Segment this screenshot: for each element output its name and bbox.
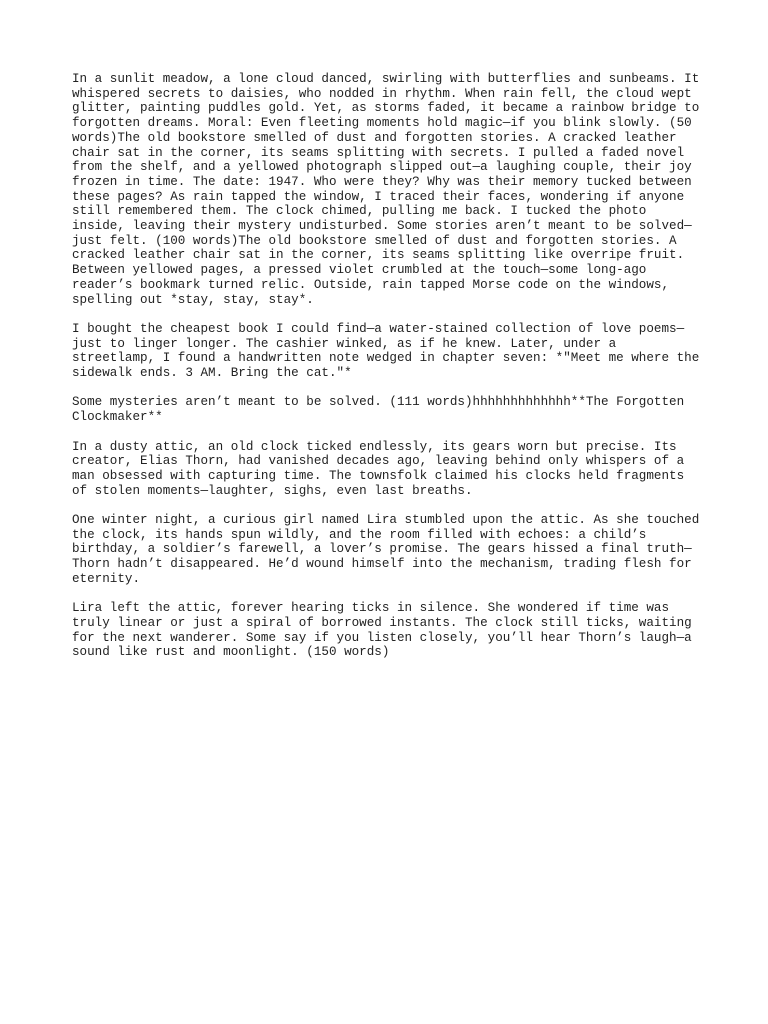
- paragraph-mysteries-heading: Some mysteries aren’t meant to be solved. (111 words)hhhhhhhhhhhhh**The Forgotten Clockmaker**: [72, 395, 685, 425]
- paragraph-dusty-attic: In a dusty attic, an old clock ticked endlessly, its gears worn but precise. Its creator, Elias Thorn, had vanished decades ago, leaving behind only whispers of a man obsessed with capturing time. The townsfolk claimed his clocks held fragments of stolen moments—laughter, sighs, even last breaths.: [72, 439, 685, 498]
- document-page: [72, 72, 700, 675]
- paragraph-cheapest-book: I bought the cheapest book I could find—a water-stained collection of love poems— just to linger longer. The cashier winked, as if he knew. Later, under a streetlamp, I found a handwritten note wedged in chapter seven: *"Meet me where the sidewalk ends. 3 AM. Bring the cat."*: [72, 321, 700, 381]
- paragraph-meadow-and-bookstore: In a sunlit meadow, a lone cloud danced, swirling with butterflies and sunbeams. It whispered secrets to daisies, who nodded in rhythm. When rain fell, the cloud wept glitter, painting puddles gold. Yet, as storms faded, it became a rainbow bridge to forgotten dreams. Moral: Even fleeting moments hold magic—if you blink slowly. (50 words)The old bookstore smelled of dust and forgotten stories. A cracked leather chair sat in the corner, its seams splitting with secrets. I pulled a faded novel from the shelf, and a yellowed photograph slipped out—a laughing couple, their joy frozen in time. The date: 1947. Who were they? Why was their memory tucked between these pages? As rain tapped the window, I traced their faces, wondering if anyone still remembered them. The clock chimed, pulling me back. I tucked the photo inside, leaving their mystery undisturbed. Some stories aren’t meant to be solved— just felt. (100 words)The old bookstore smelled of dust and forgotten stories. A cracked leather chair sat in the corner, its seams splitting like overripe fruit. Between yellowed pages, a pressed violet crumbled at the touch—some long-ago reader’s bookmark turned relic. Outside, rain tapped Morse code on the windows, spelling out *stay, stay, stay*.: [72, 72, 700, 307]
- paragraph-lira-left: Lira left the attic, forever hearing ticks in silence. She wondered if time was truly linear or just a spiral of borrowed instants. The clock still ticks, waiting for the next wanderer. Some say if you listen closely, you’ll hear Thorn’s laugh—a sound like rust and moonlight. (150 words): [72, 601, 692, 660]
- paragraph-winter-night: One winter night, a curious girl named Lira stumbled upon the attic. As she touched the clock, its hands spun wildly, and the room filled with echoes: a child’s birthday, a soldier’s farewell, a lover’s promise. The gears hissed a final truth— Thorn hadn’t disappeared. He’d wound himself into the mechanism, trading flesh for eternity.: [72, 513, 700, 586]
